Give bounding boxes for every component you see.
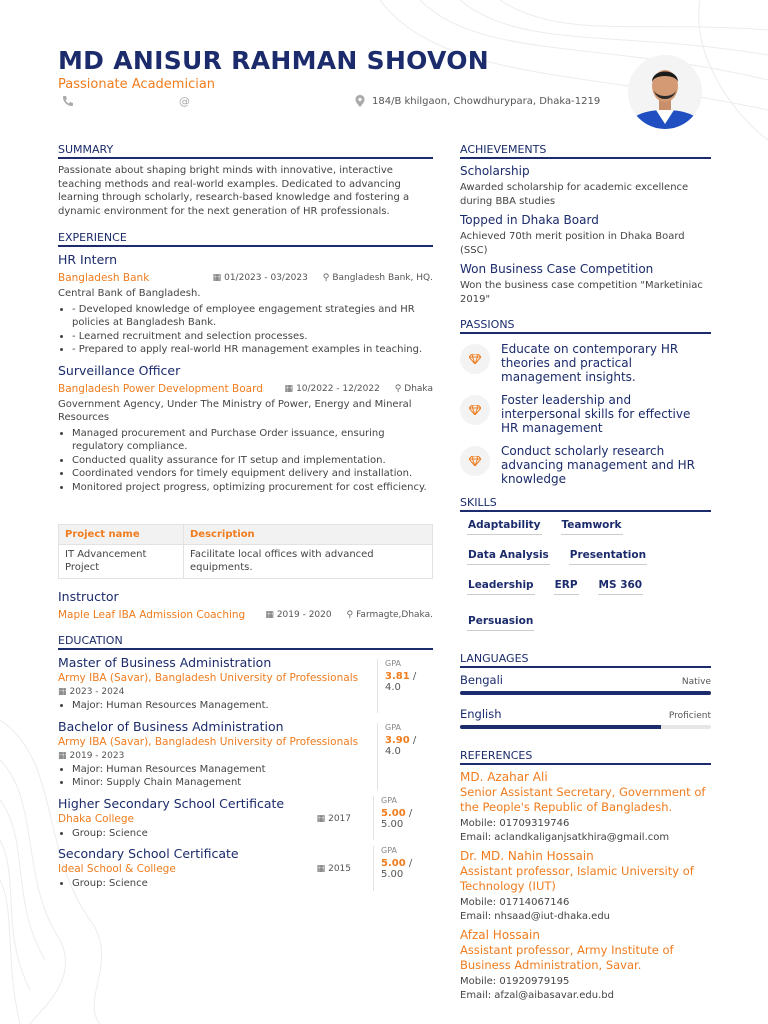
table-header: Description: [184, 525, 433, 545]
education-dates: 2015: [328, 864, 351, 874]
job-bullet: • - Developed knowledge of employee engagement strategies and HR policies at Bangladesh Bank.: [72, 303, 433, 330]
experience-item: [58, 589, 433, 621]
reference-name: Dr. MD. Nahin Hossain: [460, 849, 594, 863]
job-title: Instructor: [58, 589, 119, 604]
job-dates: 01/2023 - 03/2023: [224, 273, 308, 283]
job-location: Dhaka: [404, 383, 433, 394]
reference-mobile: Mobile: 01709319746: [460, 818, 570, 829]
education-note: • Minor: Supply Chain Management: [72, 776, 371, 790]
achievement-item: [460, 213, 711, 257]
location-pin-icon: ⚲: [394, 383, 402, 394]
achievement-title: Scholarship: [460, 164, 530, 178]
location-pin-icon: ⚲: [346, 610, 354, 620]
school-name: Army IBA (Savar), Bangladesh University of Professionals: [58, 672, 359, 684]
diamond-icon: [460, 395, 490, 425]
achievement-item: [460, 164, 711, 208]
reference-role: Senior Assistant Secretary, Government of the People's Republic of Bangladesh.: [460, 785, 706, 814]
gpa-value: 5.00: [381, 858, 406, 869]
experience-item: [58, 363, 433, 495]
reference-item: [460, 849, 711, 924]
degree-title: Secondary School Certificate: [58, 846, 239, 861]
education-item: [58, 719, 433, 790]
reference-email: Email: nhsaad@iut-dhaka.edu: [460, 911, 610, 922]
job-dates: 2019 - 2020: [276, 610, 332, 620]
skill-tag: Leadership: [467, 574, 535, 595]
gpa-label: GPA: [381, 795, 397, 805]
reference-email: Email: afzal@aibasavar.edu.bd: [460, 990, 614, 1001]
reference-mobile: Mobile: 01920979195: [460, 976, 570, 987]
skill-tag: Presentation: [569, 544, 647, 565]
right-column: [460, 143, 711, 1003]
reference-email: Email: aclandkaliganjsatkhira@gmail.com: [460, 832, 670, 843]
school-name: Army IBA (Savar), Bangladesh University of Professionals: [58, 735, 359, 748]
left-column: [58, 143, 433, 891]
job-title: Surveillance Officer: [58, 362, 181, 378]
school-name: Dhaka College: [58, 812, 135, 825]
reference-mobile: Mobile: 01714067146: [460, 897, 570, 908]
education-heading: EDUCATION: [58, 634, 433, 650]
skill-tag: Teamwork: [561, 514, 623, 535]
achievement-title: Topped in Dhaka Board: [460, 213, 599, 227]
education-note: • Major: Human Resources Management: [72, 763, 371, 777]
language-level: Native: [681, 677, 711, 687]
reference-item: [460, 770, 711, 845]
degree-title: Master of Business Administration: [58, 655, 272, 670]
language-proficiency-fill: [460, 691, 711, 695]
job-dates: 10/2022 - 12/2022: [296, 383, 380, 394]
calendar-icon: ▦: [316, 864, 326, 874]
skill-tag: ERP: [554, 574, 579, 595]
reference-name: MD. Azahar Ali: [460, 770, 548, 784]
education-dates: 2023 - 2024: [69, 687, 125, 697]
school-name: Ideal School & College: [58, 863, 176, 875]
candidate-name: MD ANISUR RAHMAN SHOVON: [58, 46, 490, 75]
candidate-tagline: Passionate Academician: [58, 77, 216, 92]
reference-name: Afzal Hossain: [460, 928, 540, 942]
gpa-max: / 4.0: [385, 671, 417, 693]
passion-text: Foster leadership and interpersonal skills for effective HR management: [501, 393, 691, 435]
job-location: Farmagte,Dhaka.: [356, 610, 433, 620]
passion-text: Conduct scholarly research advancing management and HR knowledge: [501, 444, 695, 486]
skills-list: [460, 514, 711, 640]
table-cell: Facilitate local offices with advanced equipments.: [184, 545, 433, 579]
diamond-icon: [460, 446, 490, 476]
passion-item: [460, 342, 711, 384]
languages-heading: LANGUAGES: [460, 652, 711, 668]
skill-tag: MS 360: [598, 574, 644, 595]
profile-photo: [628, 50, 702, 134]
summary-text: Passionate about shaping bright minds with innovative, interactive teaching methods and real-world examples. Dedicated to advancing learning through scholarly, research-based knowledge and fostering a dynamic environment for the next generation of HR professionals.: [58, 165, 410, 217]
language-item: [460, 707, 711, 729]
job-bullet: • - Learned recruitment and selection processes.: [72, 330, 433, 344]
skill-tag: Data Analysis: [467, 544, 550, 565]
diamond-icon: [460, 344, 490, 374]
skill-tag: Adaptability: [467, 514, 542, 535]
table-header: Project name: [59, 525, 184, 545]
experience-heading: EXPERIENCE: [58, 231, 433, 247]
gpa-label: GPA: [385, 722, 401, 732]
degree-title: Bachelor of Business Administration: [58, 718, 284, 734]
address-text: 184/B khilgaon, Chowdhurypara, Dhaka-1219: [372, 95, 601, 107]
job-organization: Bangladesh Power Development Board: [58, 382, 263, 395]
calendar-icon: ▦: [58, 687, 67, 697]
language-item: [460, 673, 711, 695]
job-organization: Bangladesh Bank: [58, 272, 150, 284]
gpa-value: 5.00: [381, 807, 406, 819]
education-note: • Group: Science: [72, 827, 367, 841]
job-title: HR Intern: [58, 252, 118, 267]
education-dates: 2017: [328, 813, 351, 824]
location-pin-icon: [355, 95, 365, 107]
location-pin-icon: ⚲: [322, 273, 330, 283]
language-level: Proficient: [668, 711, 711, 721]
passion-item: [460, 393, 711, 435]
reference-role: Assistant professor, Army Institute of Business Administration, Savar.: [460, 943, 674, 972]
calendar-icon: ▦: [284, 383, 294, 394]
gpa-value: 3.90: [385, 734, 410, 746]
job-bullet: • Monitored project progress, optimizing procurement for cost efficiency.: [72, 481, 433, 495]
job-bullet: • Managed procurement and Purchase Order issuance, ensuring regulatory compliance.: [72, 427, 433, 454]
education-note: • Major: Human Resources Management.: [72, 699, 371, 713]
education-item: [58, 796, 433, 841]
job-description: Government Agency, Under The Ministry of Power, Energy and Mineral Resources: [58, 398, 412, 423]
calendar-icon: ▦: [212, 273, 222, 283]
achievement-description: Achieved 70th merit position in Dhaka Board (SSC): [460, 231, 685, 256]
reference-item: [460, 928, 711, 1003]
calendar-icon: ▦: [316, 813, 326, 824]
achievement-description: Won the business case competition "Marketiniac 2019": [460, 280, 703, 305]
gpa-max: / 4.0: [385, 734, 417, 757]
calendar-icon: ▦: [265, 610, 274, 620]
phone-icon: [62, 95, 74, 107]
gpa-value: 3.81: [385, 671, 410, 682]
degree-title: Higher Secondary School Certificate: [58, 795, 285, 811]
skills-heading: SKILLS: [460, 496, 711, 512]
address-line: [355, 95, 600, 107]
job-bullet: • Coordinated vendors for timely equipment delivery and installation.: [72, 467, 433, 481]
passions-heading: PASSIONS: [460, 318, 711, 334]
job-location: Bangladesh Bank, HQ.: [332, 273, 433, 283]
passion-item: [460, 444, 711, 486]
summary-heading: SUMMARY: [58, 143, 433, 159]
passion-text: Educate on contemporary HR theories and practical management insights.: [501, 342, 679, 384]
language-proficiency-bar: [460, 691, 711, 695]
table-cell: IT Advancement Project: [59, 545, 184, 579]
gpa-label: GPA: [381, 846, 397, 855]
achievement-item: [460, 262, 711, 306]
job-description: Central Bank of Bangladesh.: [58, 288, 201, 299]
experience-item: [58, 252, 433, 357]
language-name: Bengali: [460, 673, 503, 687]
achievements-heading: ACHIEVEMENTS: [460, 143, 711, 159]
gpa-max: / 5.00: [381, 858, 413, 880]
references-heading: REFERENCES: [460, 749, 711, 765]
job-bullet: • - Prepared to apply real-world HR management examples in teaching.: [72, 343, 433, 357]
job-bullet: • Conducted quality assurance for IT setup and implementation.: [72, 454, 433, 468]
job-organization: Maple Leaf IBA Admission Coaching: [58, 609, 246, 621]
email-icon: @: [179, 95, 190, 108]
education-item: [58, 846, 433, 891]
table-row: [59, 545, 433, 579]
education-item: [58, 655, 433, 713]
skill-tag: Persuasion: [467, 610, 534, 631]
language-proficiency-bar: [460, 725, 711, 729]
education-dates: 2019 - 2023: [69, 750, 125, 761]
language-proficiency-fill: [460, 725, 661, 729]
reference-role: Assistant professor, Islamic University of Technology (IUT): [460, 864, 694, 893]
gpa-max: / 5.00: [381, 807, 413, 830]
language-name: English: [460, 707, 502, 721]
project-table: [58, 524, 433, 579]
gpa-label: GPA: [385, 659, 401, 668]
achievement-description: Awarded scholarship for academic excellence during BBA studies: [460, 182, 689, 207]
achievement-title: Won Business Case Competition: [460, 262, 654, 276]
education-note: • Group: Science: [72, 877, 367, 891]
calendar-icon: ▦: [58, 750, 67, 761]
